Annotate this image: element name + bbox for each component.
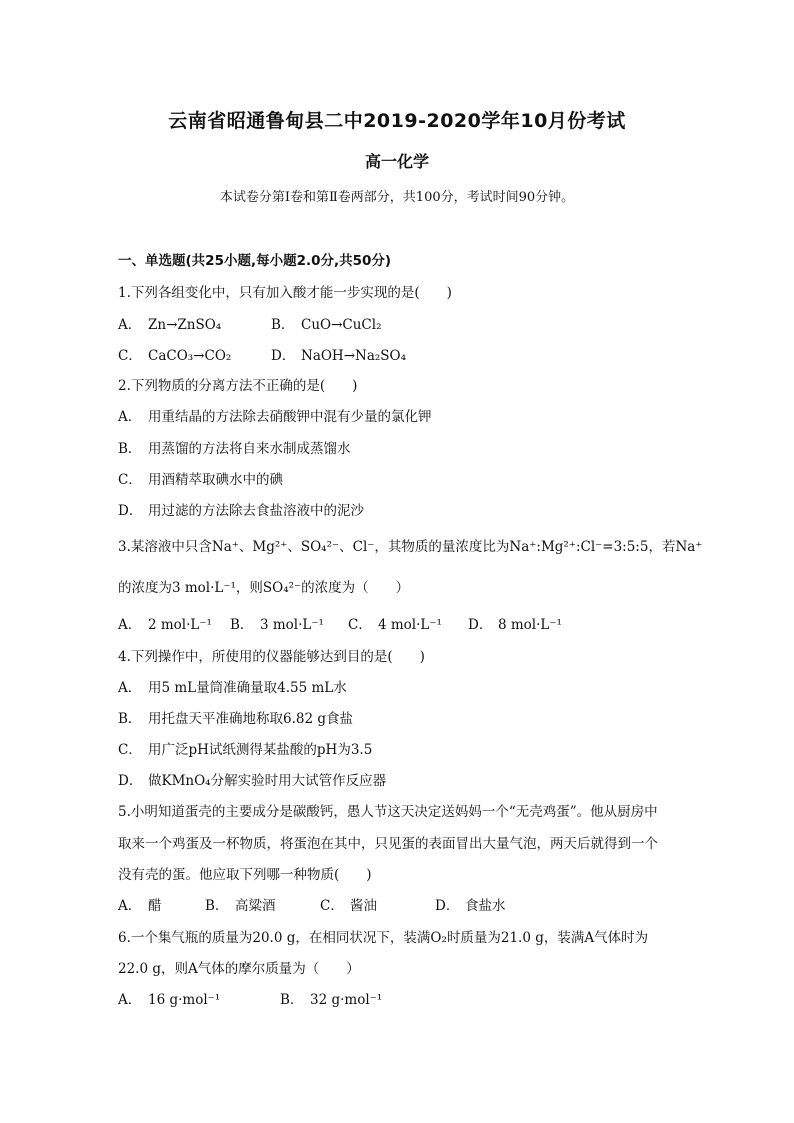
question-1-options-row-2: [118, 344, 406, 364]
question-4-option-c: C． 用广泛pH试纸测得某盐酸的pH为3.5: [118, 742, 373, 758]
option-a: A． 2 mol·L⁻¹: [118, 617, 212, 633]
question-1-stem: 1.下列各组变化中，只有加入酸才能一步实现的是( ): [118, 285, 452, 301]
option-a: A． 16 g·mol⁻¹: [118, 992, 221, 1008]
option-b: B． 32 g·mol⁻¹: [280, 992, 383, 1008]
question-6-stem-line-1: 6.一个集气瓶的质量为20.0 g，在相同状况下，装满O₂时质量为21.0 g，装满A气体时为: [118, 930, 649, 946]
question-3-options: [118, 613, 562, 633]
option-a: A． Zn→ZnSO₄: [118, 317, 222, 333]
section-heading: 一、单选题(共25小题,每小题2.0分,共50分): [118, 253, 392, 269]
option-b: B． CuO→CuCl₂: [271, 317, 382, 333]
question-2-option-b: B． 用蒸馏的方法将自来水制成蒸馏水: [118, 441, 351, 457]
question-6-options: [118, 988, 382, 1008]
question-1-options-row-1: [118, 313, 382, 333]
question-5-options: [118, 894, 506, 914]
option-b: B． 3 mol·L⁻¹: [230, 617, 324, 633]
option-c: C． 酱油: [320, 898, 377, 914]
option-c: C． 4 mol·L⁻¹: [348, 617, 442, 633]
question-3-stem-line-1: 3.某溶液中只含Na⁺、Mg²⁺、SO₄²⁻、Cl⁻，其物质的量浓度比为Na⁺:Mg²⁺:Cl⁻=3:5:5，若Na⁺: [118, 539, 703, 555]
exam-title: 云南省昭通鲁甸县二中2019-2020学年10月份考试: [168, 110, 626, 132]
option-b: B． 高粱酒: [205, 898, 276, 914]
option-a: A． 醋: [118, 898, 162, 914]
question-4-option-a: A． 用5 mL量筒准确量取4.55 mL水: [118, 680, 347, 696]
question-2-option-c: C． 用酒精萃取碘水中的碘: [118, 472, 283, 488]
option-d: D． 食盐水: [435, 898, 506, 914]
option-d: D． 8 mol·L⁻¹: [468, 617, 562, 633]
question-3-stem-line-2: 的浓度为3 mol·L⁻¹，则SO₄²⁻的浓度为（ ）: [118, 580, 410, 596]
question-6-stem-line-2: 22.0 g，则A气体的摩尔质量为（ ）: [118, 961, 360, 977]
question-2-option-a: A． 用重结晶的方法除去硝酸钾中混有少量的氯化钾: [118, 409, 432, 425]
exam-intro: 本试卷分第Ⅰ卷和第Ⅱ卷两部分，共100分，考试时间90分钟。: [219, 190, 575, 205]
question-4-option-d: D． 做KMnO₄分解实验时用大试管作反应器: [118, 773, 387, 789]
question-2-stem: 2.下列物质的分离方法不正确的是( ): [118, 378, 358, 394]
question-4-option-b: B． 用托盘天平准确地称取6.82 g食盐: [118, 711, 353, 727]
question-5-stem-line-1: 5.小明知道蛋壳的主要成分是碳酸钙，愚人节这天决定送妈妈一个“无壳鸡蛋”。他从厨房中: [118, 804, 658, 820]
option-d: D． NaOH→Na₂SO₄: [271, 348, 407, 364]
option-c: C． CaCO₃→CO₂: [118, 348, 232, 364]
question-4-stem: 4.下列操作中，所使用的仪器能够达到目的是( ): [118, 649, 425, 665]
question-5-stem-line-3: 没有壳的蛋。他应取下列哪一种物质( ): [118, 867, 372, 883]
exam-subtitle: 高一化学: [364, 152, 429, 171]
question-5-stem-line-2: 取来一个鸡蛋及一杯物质，将蛋泡在其中，只见蛋的表面冒出大量气泡，两天后就得到一个: [118, 836, 658, 852]
question-2-option-d: D． 用过滤的方法除去食盐溶液中的泥沙: [118, 503, 364, 519]
